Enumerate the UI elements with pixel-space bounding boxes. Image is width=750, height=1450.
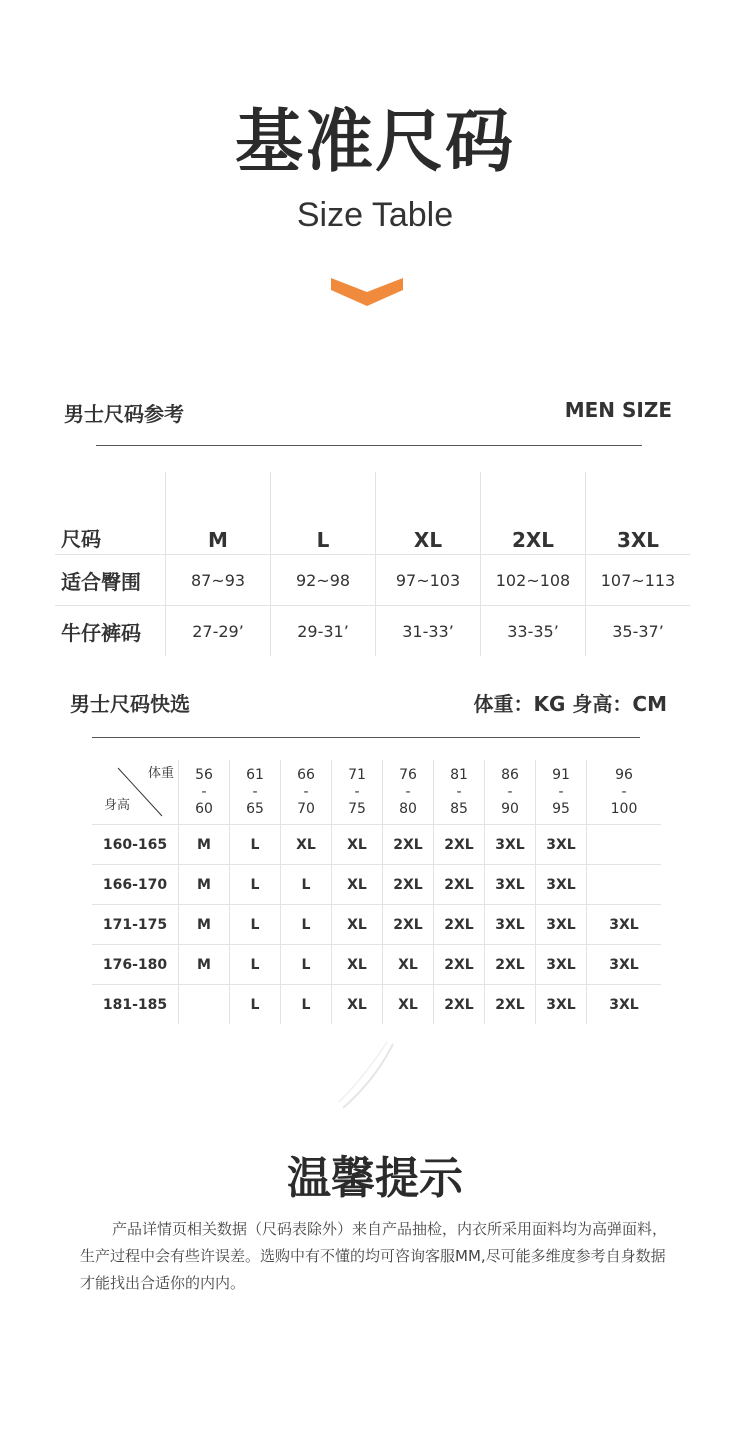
- weight-col-header: 96 - 100: [587, 760, 662, 825]
- table-row: [92, 905, 661, 945]
- table-cell: M: [179, 865, 230, 905]
- weight-col-header: 71 - 75: [332, 760, 383, 825]
- table-cell: L: [281, 945, 332, 985]
- section1-divider: [96, 445, 642, 446]
- height-label: 181-185: [102, 996, 168, 1013]
- table-row: [92, 865, 661, 905]
- table-cell: M: [179, 905, 230, 945]
- table-cell: 2XL: [434, 945, 485, 985]
- table-cell: 87~93: [166, 555, 271, 606]
- height-label: 171-175: [92, 905, 179, 945]
- table-cell: L: [281, 865, 332, 905]
- quick-size-table: [92, 760, 661, 1024]
- table-cell: 33-35’: [481, 606, 586, 657]
- decorative-swoosh: [335, 1040, 405, 1112]
- table-cell: 97~103: [376, 555, 481, 606]
- table-cell: XL: [332, 945, 383, 985]
- table-cell: 2XL: [434, 825, 485, 865]
- table-row: [55, 606, 690, 657]
- table-cell: [179, 985, 230, 1025]
- table-cell: XL: [332, 865, 383, 905]
- weight-col-header: 61 - 65: [230, 760, 281, 825]
- table-cell: L: [281, 985, 332, 1025]
- table-cell: 3XL: [587, 905, 662, 945]
- size-col-header: L: [271, 472, 376, 555]
- size-reference-table: [55, 472, 690, 656]
- corner-cell: [92, 760, 179, 825]
- table-cell: L: [230, 865, 281, 905]
- height-label: 176-180: [92, 945, 179, 985]
- table-cell: 2XL: [434, 985, 485, 1025]
- table-row: [55, 555, 690, 606]
- tips-text: 产品详情页相关数据（尺码表除外）来自产品抽检，内衣所采用面料均为高弹面料，生产过程中会有些许误差。选购中有不懂的均可咨询客服MM,尽可能多维度参考自身数据才能找出合适你的内内。: [80, 1220, 668, 1292]
- weight-col-header: 56 - 60: [179, 760, 230, 825]
- table-cell: 35-37’: [586, 606, 691, 657]
- table-cell: XL: [281, 825, 332, 865]
- table-cell: 3XL: [536, 905, 587, 945]
- weight-col-header: 86 - 90: [485, 760, 536, 825]
- height-label: 166-170: [92, 865, 179, 905]
- weight-col-header: 91 - 95: [536, 760, 587, 825]
- row-label: 牛仔裤码: [61, 620, 141, 645]
- table-cell: [587, 865, 662, 905]
- weight-col-header: 81 - 85: [434, 760, 485, 825]
- table-cell: 2XL: [383, 905, 434, 945]
- page-title: 基准尺码: [234, 103, 515, 182]
- table-cell: 3XL: [587, 985, 662, 1025]
- table-cell: 107~113: [586, 555, 691, 606]
- table-cell: 102~108: [481, 555, 586, 606]
- table-cell: 27-29’: [166, 606, 271, 657]
- section2-divider: [92, 737, 640, 738]
- page-subtitle: Size Table: [296, 196, 454, 234]
- table-row: [92, 985, 661, 1025]
- table-cell: 2XL: [485, 985, 536, 1025]
- table-cell: 3XL: [536, 825, 587, 865]
- table-cell: XL: [332, 905, 383, 945]
- table-cell: L: [230, 825, 281, 865]
- table-cell: XL: [332, 985, 383, 1025]
- size-col-header: M: [166, 472, 271, 555]
- size-col-header: 3XL: [586, 472, 691, 555]
- size-col-header: XL: [376, 472, 481, 555]
- table-cell: 3XL: [485, 825, 536, 865]
- table-cell: XL: [332, 825, 383, 865]
- size-header-label: 尺码: [55, 472, 166, 555]
- table-cell: XL: [383, 945, 434, 985]
- table-cell: 3XL: [485, 865, 536, 905]
- table-row: [92, 825, 661, 865]
- table-cell: M: [179, 945, 230, 985]
- section1-title-en: MEN SIZE: [564, 398, 672, 422]
- corner-height-label: 身高: [104, 798, 131, 813]
- section2-title: 男士尺码快选: [70, 692, 190, 716]
- table-cell: 3XL: [536, 945, 587, 985]
- section2-units: 体重：KG 身高：CM: [473, 692, 667, 716]
- table-cell: 3XL: [587, 945, 662, 985]
- size-col-header: 2XL: [481, 472, 586, 555]
- tips-title: 温馨提示: [287, 1153, 463, 1204]
- table-cell: 3XL: [536, 985, 587, 1025]
- table-cell: 2XL: [383, 865, 434, 905]
- table-cell: 2XL: [485, 945, 536, 985]
- table-cell: L: [230, 985, 281, 1025]
- table-cell: L: [230, 945, 281, 985]
- corner-weight-label: 体重: [147, 766, 174, 781]
- weight-col-header: 76 - 80: [383, 760, 434, 825]
- size-header-row: [55, 472, 690, 555]
- table-cell: 92~98: [271, 555, 376, 606]
- table-cell: XL: [383, 985, 434, 1025]
- table-cell: M: [179, 825, 230, 865]
- table-cell: L: [230, 905, 281, 945]
- table-cell: 2XL: [383, 825, 434, 865]
- table-cell: 2XL: [434, 865, 485, 905]
- row-label: 适合臀围: [55, 555, 166, 606]
- weight-header-row: [92, 760, 661, 825]
- height-label: 160-165: [92, 825, 179, 865]
- chevron-down-icon: [331, 278, 403, 306]
- weight-col-header: 66 - 70: [281, 760, 332, 825]
- table-cell: 31-33’: [376, 606, 481, 657]
- table-cell: 3XL: [536, 865, 587, 905]
- section1-title: 男士尺码参考: [64, 402, 184, 426]
- table-cell: 29-31’: [271, 606, 376, 657]
- table-cell: 3XL: [485, 905, 536, 945]
- table-cell: 2XL: [434, 905, 485, 945]
- table-cell: L: [281, 905, 332, 945]
- table-cell: [587, 825, 662, 865]
- table-row: [92, 945, 661, 985]
